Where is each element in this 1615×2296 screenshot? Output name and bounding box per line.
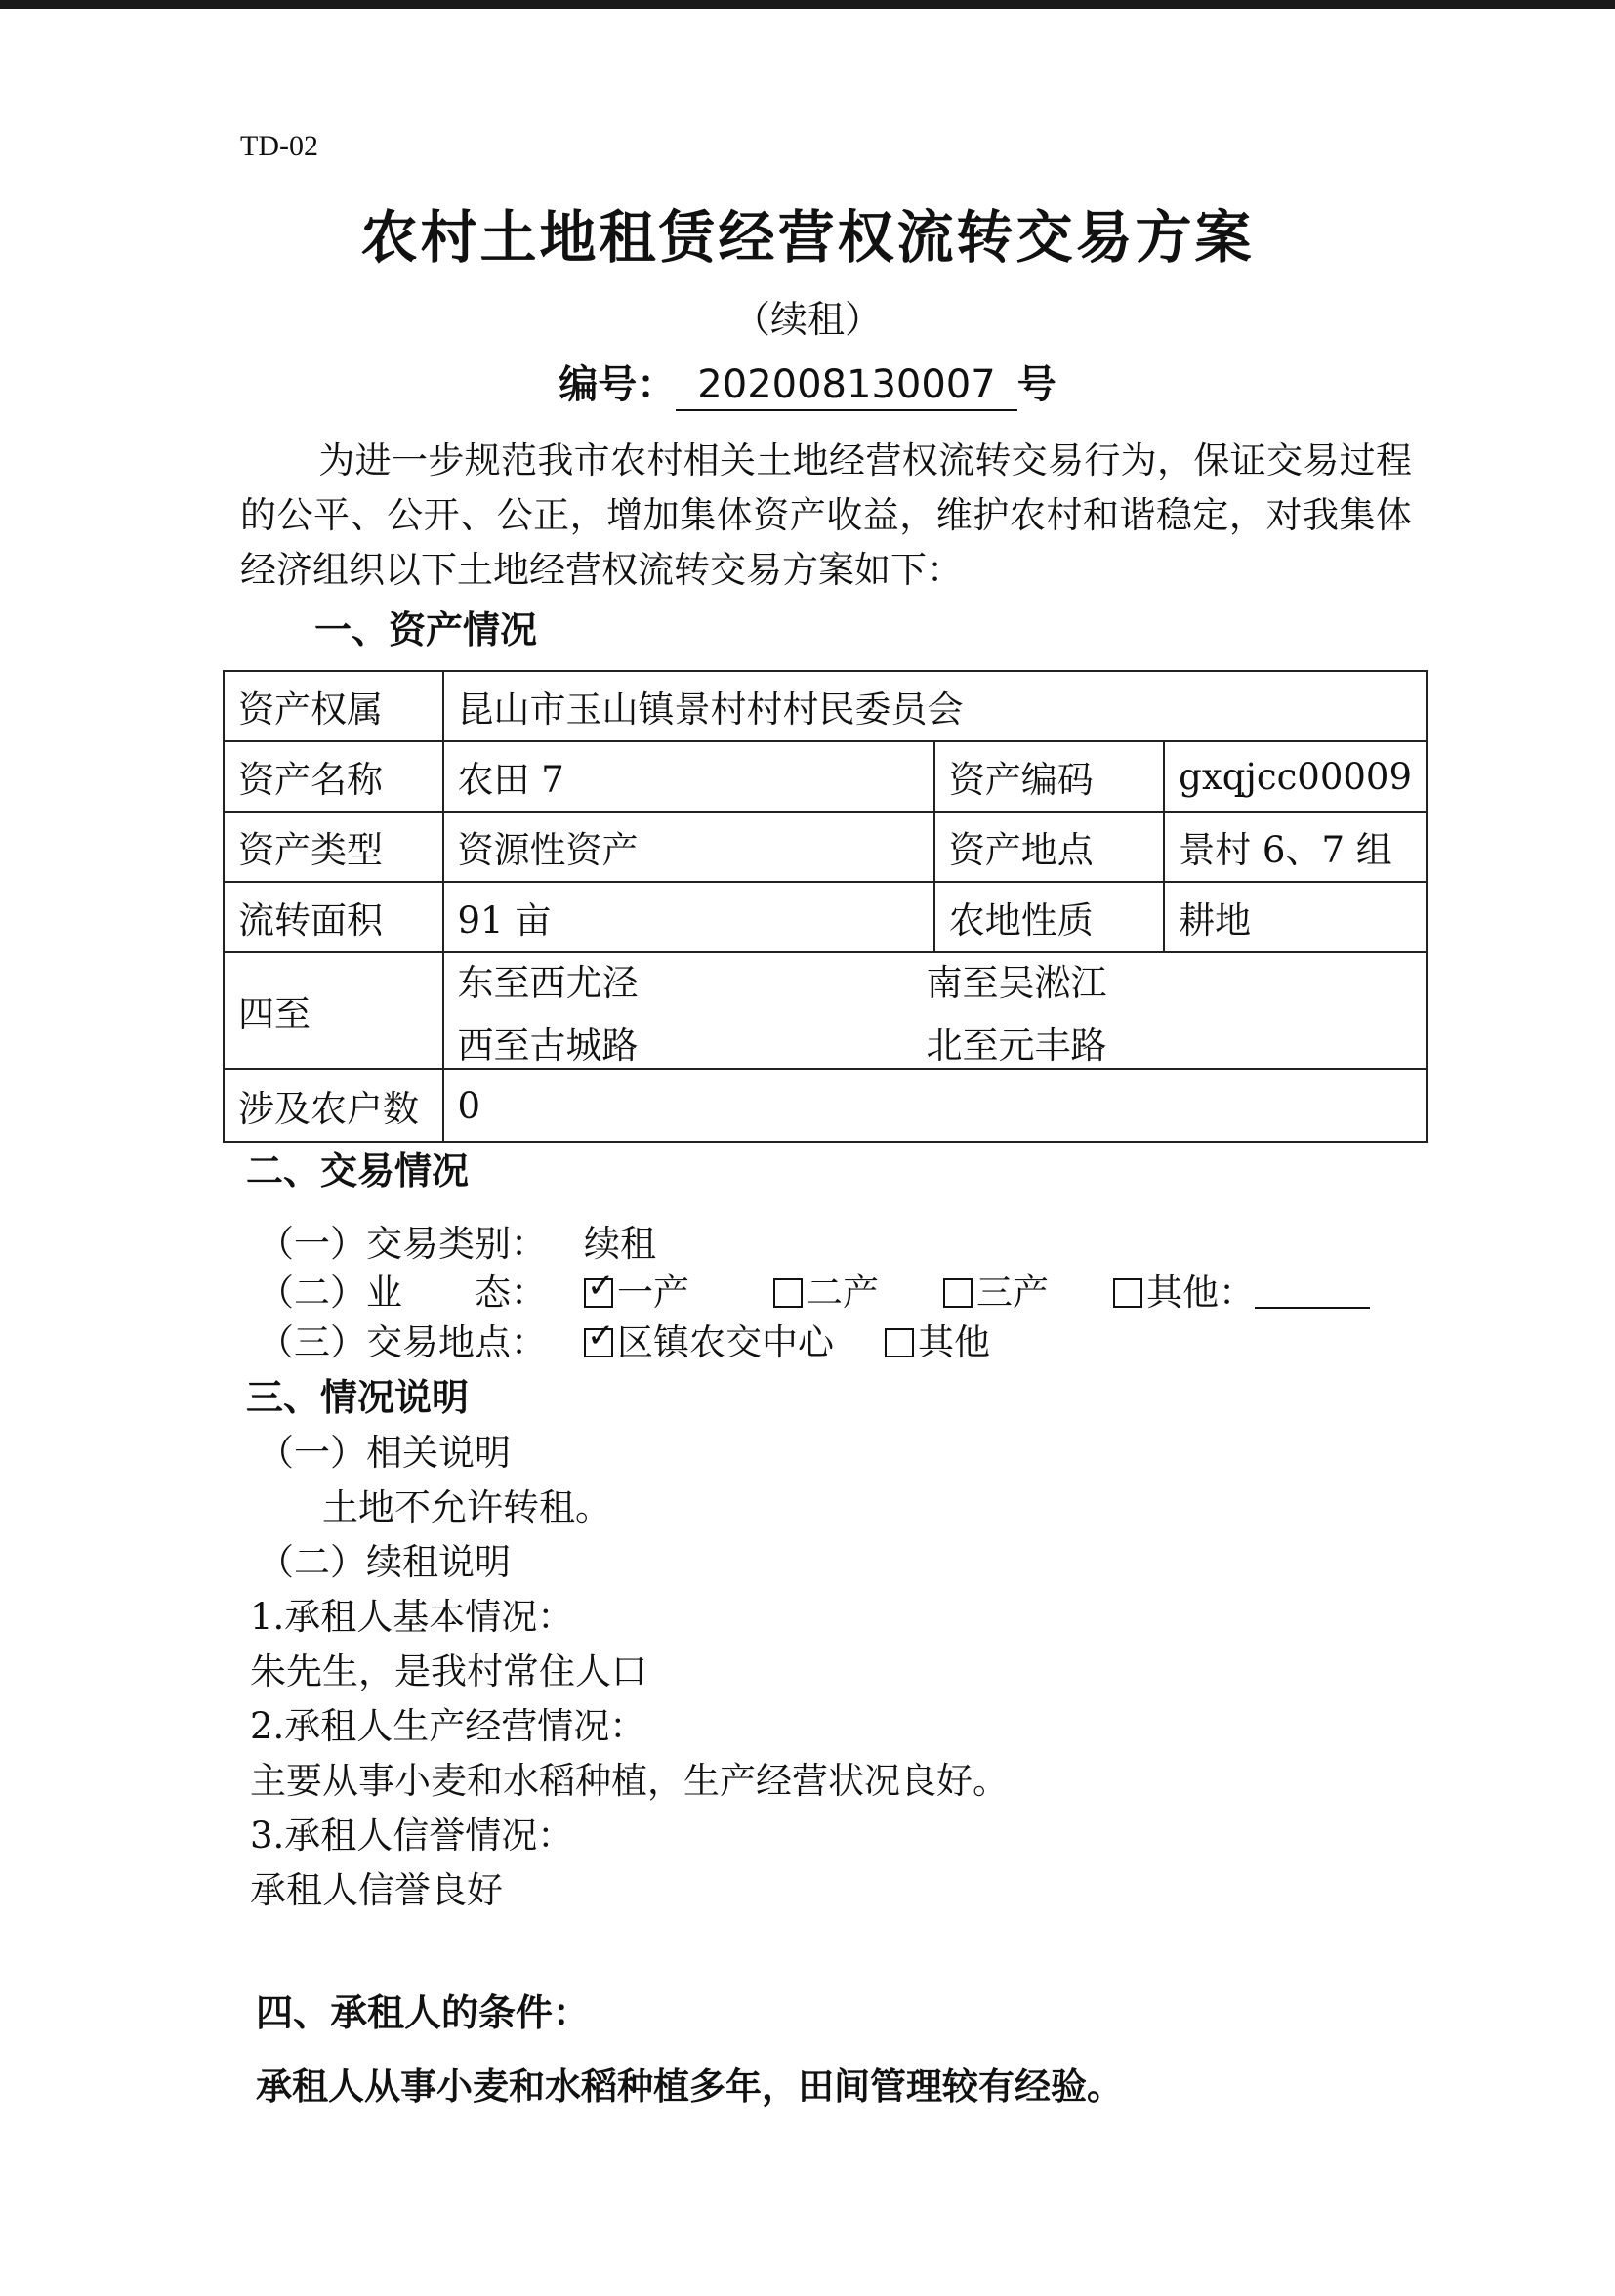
table-row	[224, 952, 1427, 1069]
asset-table	[223, 670, 1428, 1143]
sub2-heading: （二）续租说明	[258, 1541, 511, 1583]
section4-heading: 四、承租人的条件：	[256, 1991, 591, 2034]
number-suffix: 号	[1016, 362, 1056, 407]
location-label: 资产地点	[934, 812, 1164, 882]
item3-title: 3.承租人信誉情况：	[250, 1815, 574, 1857]
intro-paragraph	[240, 434, 1412, 598]
checkbox-checked[interactable]	[584, 1278, 613, 1308]
name-label: 资产名称	[224, 741, 443, 812]
industry-label: （二）业 态：	[258, 1272, 547, 1314]
option-label: 其他	[918, 1321, 990, 1363]
code-label: 资产编码	[934, 741, 1164, 812]
intro-text: 为进一步规范我市农村相关土地经营权流转交易行为，保证交易过程的公平、公开、公正，增加集体资产收益，维护农村和谐稳定，对我集体经济组织以下土地经营权流转交易方案如下：	[240, 439, 1412, 591]
checkbox[interactable]	[773, 1278, 803, 1308]
bounds-label: 四至	[224, 952, 443, 1069]
checkbox[interactable]	[1113, 1278, 1142, 1308]
sub1-heading: （一）相关说明	[258, 1432, 511, 1474]
option-label: 一产	[617, 1272, 689, 1314]
option-label: 区镇农交中心	[617, 1321, 834, 1363]
checkbox-checked[interactable]	[584, 1328, 613, 1357]
item1-title: 1.承租人基本情况：	[250, 1596, 574, 1638]
code-value: gxqjcc00009	[1164, 741, 1427, 812]
type-label: 资产类型	[224, 812, 443, 882]
owner-label: 资产权属	[224, 671, 443, 741]
option-label: 三产	[976, 1272, 1049, 1314]
place-option-1[interactable]	[584, 1313, 834, 1365]
type-value: 资源性资产	[443, 812, 934, 882]
option-label: 其他：	[1146, 1272, 1255, 1314]
industry-option-3[interactable]	[943, 1263, 1049, 1315]
industry-option-2[interactable]	[773, 1263, 879, 1315]
bound-north: 北至元丰路	[926, 1024, 1107, 1066]
category-value: 续租	[584, 1223, 656, 1265]
nature-label: 农地性质	[934, 882, 1164, 952]
other-blank-line[interactable]	[1255, 1277, 1370, 1309]
form-code: TD-02	[240, 130, 318, 162]
households-label: 涉及农户数	[224, 1069, 443, 1142]
industry-option-other[interactable]	[1113, 1263, 1370, 1315]
place-label: （三）交易地点：	[258, 1321, 547, 1363]
checkbox[interactable]	[943, 1278, 973, 1308]
document-number	[0, 354, 1615, 411]
bound-south: 南至吴淞江	[926, 962, 1107, 1004]
item1-text: 朱先生，是我村常住人口	[250, 1650, 647, 1692]
households-value: 0	[443, 1069, 1427, 1142]
option-label: 二产	[807, 1272, 879, 1314]
item3-text: 承租人信誉良好	[250, 1869, 503, 1911]
number-label: 编号：	[559, 362, 677, 407]
category-label: （一）交易类别：	[258, 1223, 547, 1265]
area-label: 流转面积	[224, 882, 443, 952]
scan-top-border	[0, 0, 1615, 9]
table-row	[224, 671, 1427, 741]
table-row	[224, 1069, 1427, 1142]
name-value: 农田 7	[443, 741, 934, 812]
place-option-other[interactable]	[885, 1313, 990, 1365]
section4-text: 承租人从事小麦和水稻种植多年，田间管理较有经验。	[256, 2066, 1123, 2108]
owner-value: 昆山市玉山镇景村村村民委员会	[443, 671, 1427, 741]
section2-heading: 二、交易情况	[246, 1149, 470, 1192]
section3-heading: 三、情况说明	[246, 1376, 470, 1419]
checkbox[interactable]	[885, 1328, 914, 1357]
bound-east: 东至西尤泾	[457, 962, 639, 1004]
table-row	[224, 741, 1427, 812]
table-row	[224, 882, 1427, 952]
location-value: 景村 6、7 组	[1164, 812, 1427, 882]
bound-west: 西至古城路	[457, 1024, 639, 1066]
area-value: 91 亩	[443, 882, 934, 952]
page-title: 农村土地租赁经营权流转交易方案	[360, 204, 1255, 271]
page-subtitle: （续租）	[732, 298, 882, 341]
sub1-text: 土地不允许转租。	[322, 1486, 611, 1528]
item2-text: 主要从事小麦和水稻种植，生产经营状况良好。	[250, 1760, 1009, 1802]
bounds-cell	[443, 952, 1427, 1069]
industry-option-1[interactable]	[584, 1263, 689, 1315]
item2-title: 2.承租人生产经营情况：	[250, 1705, 646, 1747]
section1-heading: 一、资产情况	[314, 608, 538, 651]
nature-value: 耕地	[1164, 882, 1427, 952]
table-row	[224, 812, 1427, 882]
number-value: 202008130007	[676, 362, 1016, 411]
